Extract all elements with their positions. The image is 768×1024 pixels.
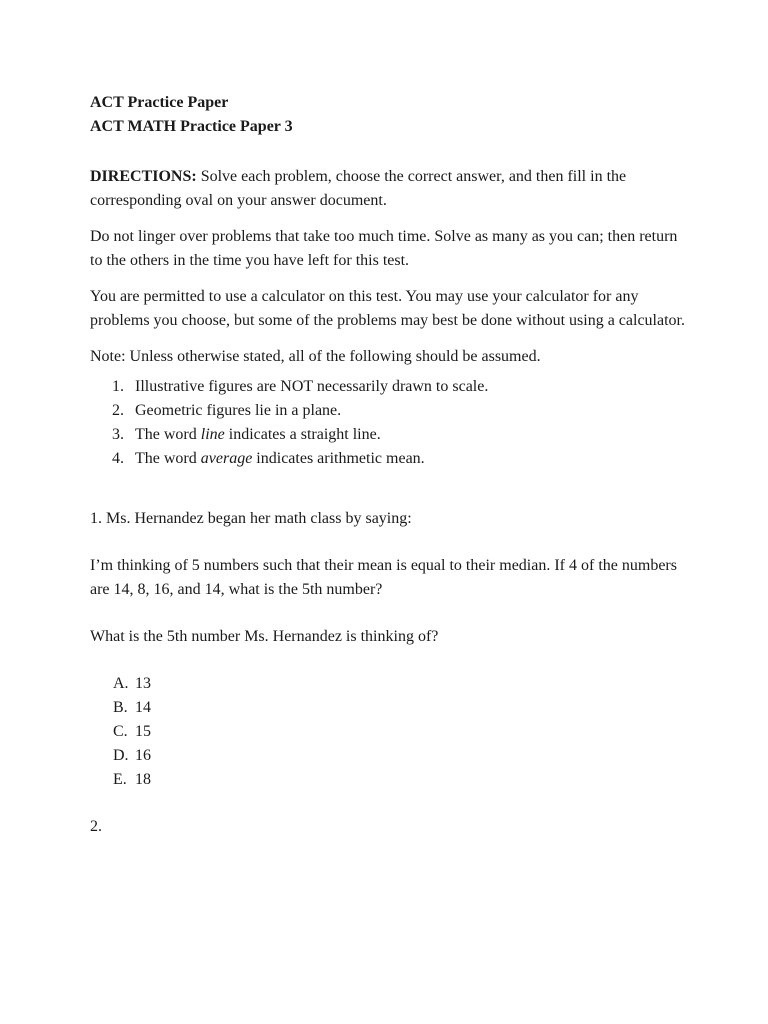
list-item-text-pre: The word [135, 450, 201, 467]
directions-text: Solve each problem, choose the correct answer, and then fill in the corresponding oval on your answer document. [90, 168, 627, 209]
choice-value: 15 [135, 723, 151, 740]
linger-paragraph: Do not linger over problems that take too much time. Solve as many as you can; then return to the others in the time you have left for this test. [90, 228, 678, 269]
question-1-prompt: What is the 5th number Ms. Hernandez is thinking of? [90, 628, 439, 645]
choice-letter: C. [113, 723, 128, 740]
answer-choice-c[interactable] [90, 720, 690, 744]
assumptions-list [90, 375, 690, 471]
list-item-number: 3. [112, 426, 124, 443]
list-item-text: Illustrative figures are NOT necessarily drawn to scale. [135, 378, 489, 395]
note-paragraph: Note: Unless otherwise stated, all of the following should be assumed. [90, 348, 541, 365]
list-item-text-post: indicates arithmetic mean. [252, 450, 425, 467]
choice-value: 16 [135, 747, 151, 764]
list-item-number: 1. [112, 378, 124, 395]
paper-title: ACT Practice Paper [90, 94, 229, 111]
question-1-choices [90, 672, 690, 792]
directions-label: DIRECTIONS: [90, 168, 197, 185]
list-item-text: Geometric figures lie in a plane. [135, 402, 342, 419]
question-1-intro: 1. Ms. Hernandez began her math class by saying: [90, 510, 412, 527]
list-item-text-post: indicates a straight line. [224, 426, 381, 443]
choice-letter: A. [113, 675, 129, 692]
answer-choice-a[interactable] [90, 672, 690, 696]
calculator-paragraph: You are permitted to use a calculator on this test. You may use your calculator for any problems you choose, but some of the problems may best be done without using a calculator. [90, 288, 685, 329]
list-item [90, 447, 690, 471]
choice-letter: E. [113, 771, 127, 788]
answer-choice-b[interactable] [90, 696, 690, 720]
question-1-quote: I’m thinking of 5 numbers such that their mean is equal to their median. If 4 of the numbers are 14, 8, 16, and 14, what is the 5th number? [90, 557, 677, 598]
list-item [90, 375, 690, 399]
list-item-number: 4. [112, 450, 124, 467]
answer-choice-e[interactable] [90, 768, 690, 792]
choice-letter: D. [113, 747, 129, 764]
list-item-emphasis: line [200, 426, 225, 443]
answer-choice-d[interactable] [90, 744, 690, 768]
choice-value: 18 [135, 771, 151, 788]
list-item-emphasis: average [200, 450, 253, 467]
directions-paragraph [90, 165, 690, 213]
choice-letter: B. [113, 699, 128, 716]
choice-value: 14 [135, 699, 151, 716]
document-page [90, 91, 690, 839]
list-item [90, 423, 690, 447]
list-item-text-pre: The word [135, 426, 201, 443]
list-item [90, 399, 690, 423]
question-2-number: 2. [90, 818, 102, 835]
list-item-number: 2. [112, 402, 124, 419]
paper-subtitle: ACT MATH Practice Paper 3 [90, 118, 293, 135]
choice-value: 13 [135, 675, 151, 692]
